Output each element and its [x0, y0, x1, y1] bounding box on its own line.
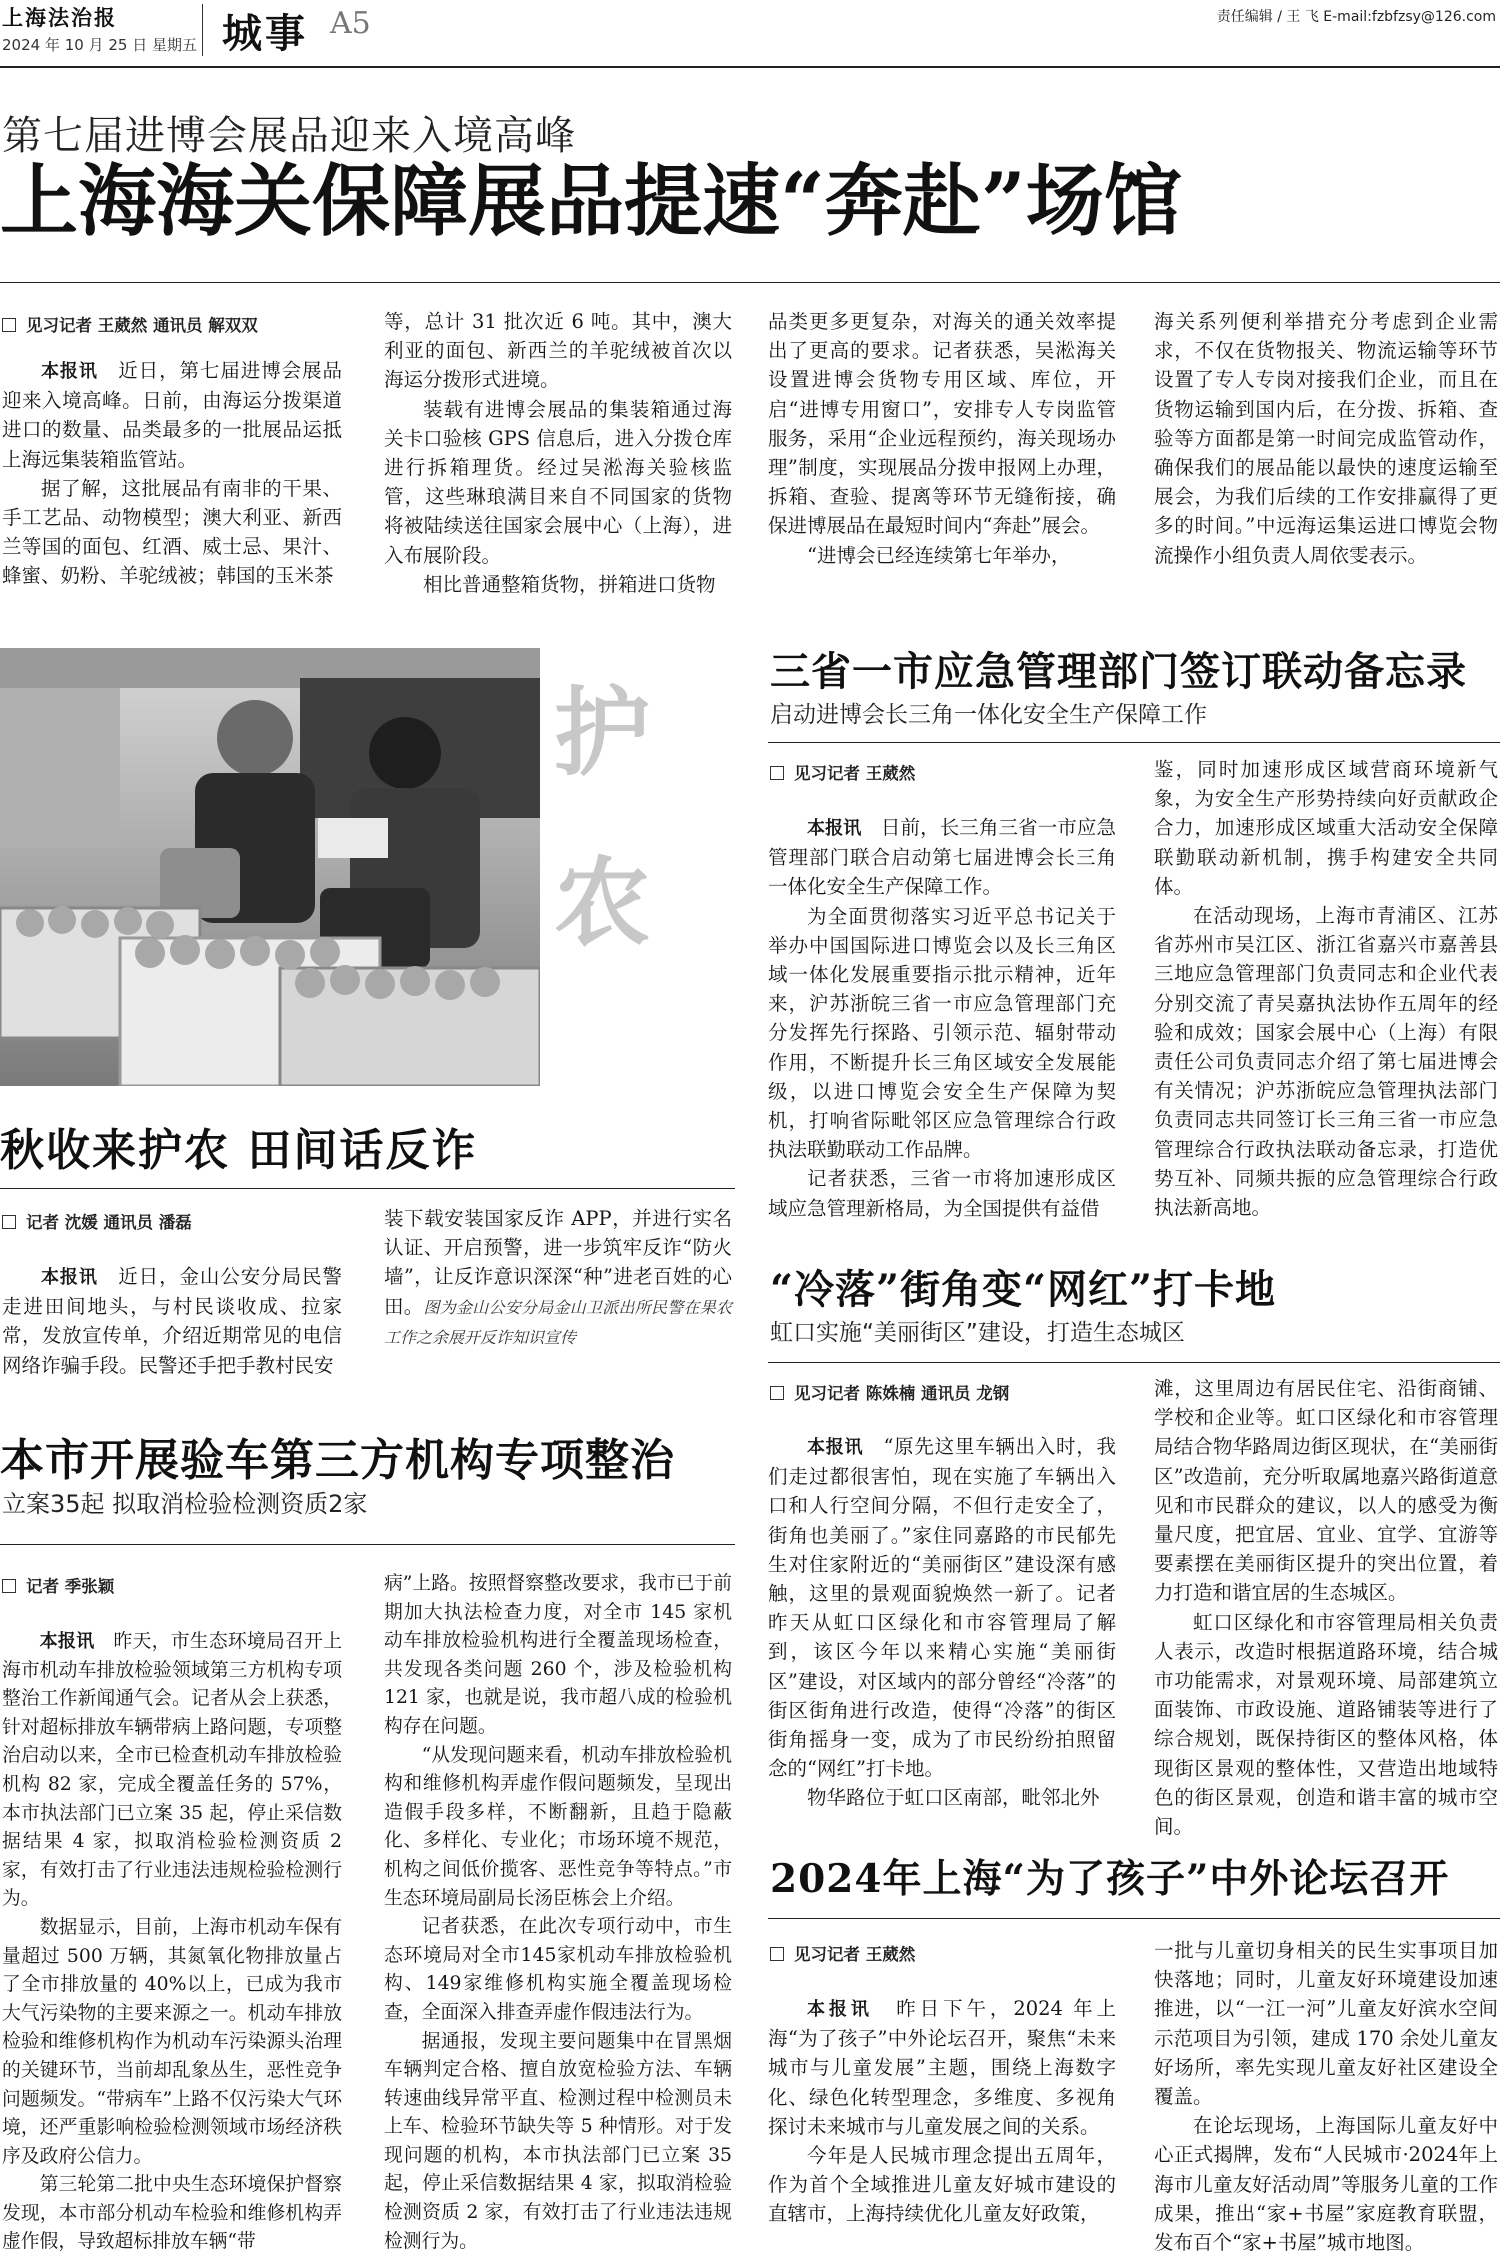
- lead-label: 本报讯: [807, 1999, 873, 2020]
- paragraph: 品类更多更复杂，对海关的通关效率提出了更高的要求。记者获悉，吴淞海关设置进博会货物专用区域、库位，开启“进博专用窗口”，安排专人专岗监管服务，采用“企业远程预约，海关现场办理”制度，实现展品分拨申报网上办理，拆箱、查验、提离等环节无缝衔接，确保进博展品在最短时间内“奔赴”展会。: [768, 310, 1116, 538]
- forum-title: 2024年上海“为了孩子”中外论坛召开: [770, 1856, 1450, 1902]
- paper-name: 上海法治报: [2, 5, 117, 30]
- paragraph: [768, 1994, 1116, 2141]
- lead-col-1: [2, 356, 342, 591]
- paragraph: 在论坛现场，上海国际儿童友好中心正式揭牌，发布“人民城市·2024年上海市儿童友好活动周”等服务儿童的工作成果，推出“家+书屋”家庭教育联盟，发布百个“家+书屋”城市地图。: [1154, 2114, 1498, 2255]
- vehicle-col-2: [384, 1570, 732, 2256]
- date-line: 2024 年 10 月 25 日 星期五: [2, 36, 197, 54]
- byline-box-icon: [2, 1579, 16, 1593]
- vehicle-subtitle: 立案35起 拟取消检验检测资质2家: [2, 1490, 368, 1518]
- masthead-rule: [0, 66, 1500, 68]
- paragraph: 据通报，发现主要问题集中在冒黑烟车辆判定合格、擅自放宽检验方法、车辆转速曲线异常平直、检测过程中检测员未上车、检验环节缺失等 5 种情形。对于发现问题的机构，本市执法部门已立案 35 起，停止采信数据结果 4 家，拟取消检验检测资质 2 家，有效打击了行业违法违规检测行为。: [384, 2030, 732, 2252]
- paragraph: 据了解，这批展品有南非的干果、手工艺品、动物模型；澳大利亚、新西兰等国的面包、红酒、威士忌、果汁、蜂蜜、奶粉、羊驼绒被；韩国的玉米茶: [2, 476, 342, 588]
- photo-col-1: [2, 1262, 342, 1380]
- lead-byline: [2, 312, 258, 336]
- paragraph: 今年是人民城市理念提出五周年，作为首个全域推进儿童友好城市建设的直辖市，上海持续优化儿童友好政策，: [768, 2144, 1116, 2226]
- paragraph: 为全面贯彻落实习近平总书记关于举办中国国际进口博览会以及长三角区域一体化发展重要指示批示精神，近年来，沪苏浙皖三省一市应急管理部门充分发挥先行探路、引领示范、辐射带动作用，不断提升长三角区域安全发展能级，以进口博览会安全生产保障为契机，打响省际毗邻区应急管理综合行政执法联勤联动工作品牌。: [768, 904, 1116, 1162]
- vehicle-col-1: [2, 1628, 342, 2257]
- paragraph: 第三轮第二批中央生态环境保护督察发现，本市部分机动车检验和维修机构弄虚作假，导致超标排放车辆“带: [2, 2174, 342, 2253]
- vehicle-byline: [2, 1573, 114, 1597]
- forum-col-2: [1154, 1936, 1498, 2257]
- photo-byline-text: 记者 沈媛 通讯员 潘磊: [26, 1213, 192, 1232]
- emergency-subtitle: 启动进博会长三角一体化安全生产保障工作: [770, 702, 1207, 728]
- forum-rule: [768, 1918, 1500, 1919]
- lead-rule: [0, 282, 1500, 283]
- paragraph: 装载有进博会展品的集装箱通过海关卡口验核 GPS 信息后，进入分拨仓库进行拆箱理货。经过吴淞海关验核监管，这些琳琅满目来自不同国家的货物将被陆续送往国家会展中心（上海），进入布展阶段。: [384, 397, 732, 567]
- byline-box-icon: [770, 766, 784, 780]
- forum-col-1: [768, 1994, 1116, 2229]
- photo-byline: [2, 1209, 192, 1233]
- street-byline-text: 见习记者 陈姝楠 通讯员 龙钢: [794, 1384, 1010, 1403]
- byline-box-icon: [2, 318, 16, 332]
- photo-overlay-text: 护农: [554, 676, 650, 959]
- street-col-2: [1154, 1374, 1498, 1841]
- photo-story-rule: [0, 1188, 735, 1189]
- editor-line: 责任编辑 / 王 飞 E-mail:fzbfzsy@126.com: [1216, 9, 1496, 25]
- photo-farmers-police: [0, 648, 540, 1086]
- paragraph-text: 昨日下午，2024 年上海“为了孩子”中外论坛召开，聚焦“未来城市与儿童发展”主题，围绕上海数字化、绿色化转型理念，多维度、多视角探讨未来城市与儿童发展之间的关系。: [768, 1997, 1117, 2138]
- lead-title: 上海海关保障展品提速“奔赴”场馆: [0, 156, 1182, 247]
- paragraph: [2, 1262, 342, 1380]
- paragraph-text: 日前，长三角三省一市应急管理部门联合启动第七届进博会长三角一体化安全生产保障工作。: [768, 816, 1116, 899]
- page-number: A5: [330, 6, 371, 41]
- street-col-1: [768, 1432, 1116, 1813]
- paragraph-text: 装下载安装国家反诈 APP，并进行实名认证、开启预警，进一步筑牢反诈“防火墙”，让反诈意识深深“种”进老百姓的心田。: [384, 1207, 732, 1318]
- vehicle-title: 本市开展验车第三方机构专项整治: [0, 1435, 675, 1486]
- paragraph: [2, 356, 342, 474]
- paragraph: 滩，这里周边有居民住宅、沿街商铺、学校和企业等。虹口区绿化和市容管理局结合物华路周边街区现状，在“美丽街区”改造前，充分听取属地嘉兴路街道意见和市民群众的建议，以人的感受为衡量尺度，把宜居、宜业、宜学、宜游等要素摆在美丽街区提升的突出位置，着力打造和谐宜居的生态城区。: [1154, 1377, 1498, 1605]
- photo-col-2: [384, 1204, 732, 1352]
- street-byline: [770, 1380, 1009, 1404]
- byline-box-icon: [2, 1215, 16, 1229]
- paragraph: 等，总计 31 批次近 6 吨。其中，澳大利亚的面包、新西兰的羊驼绒被首次以海运分拨形式进境。: [384, 310, 732, 392]
- paragraph-text: 近日，第七届进博会展品迎来入境高峰。日前，由海运分拨渠道进口的数量、品类最多的一批展品运抵上海远集装箱监管站。: [2, 359, 342, 471]
- paragraph: 鉴，同时加速形成区域营商环境新气象，为安全生产形势持续向好贡献政企合力，加速形成区域重大活动安全保障联勤联动新机制，携手构建安全共同体。: [1154, 758, 1498, 898]
- paragraph: 虹口区绿化和市容管理局相关负责人表示，改造时根据道路环境，结合城市功能需求，对景观环境、局部建筑立面装饰、市政设施、道路铺装等进行了综合规划，既保持街区的整体风格，体现街区景观的整体性，又营造出地域特色的街区景观，创造和谐丰富的城市空间。: [1154, 1610, 1498, 1839]
- street-rule: [768, 1362, 1500, 1363]
- paragraph: 海关系列便利举措充分考虑到企业需求，不仅在货物报关、物流运输等环节设置了专人专岗对接我们企业，而且在货物运输到国内后，在分拨、拆箱、查验等方面都是第一时间完成监管动作，确保我们的展品能以最快的速度运输至展会，为我们后续的工作安排赢得了更多的时间。”中远海运集运进口博览会物流操作小组负责人周依雯表示。: [1154, 310, 1498, 567]
- paragraph: 物华路位于虹口区南部，毗邻北外: [807, 1786, 1100, 1810]
- byline-box-icon: [770, 1947, 784, 1961]
- lead-label: 本报讯: [807, 1437, 864, 1458]
- paragraph: 在活动现场，上海市青浦区、江苏省苏州市吴江区、浙江省嘉兴市嘉善县三地应急管理部门负责同志和企业代表分别交流了青吴嘉执法协作五周年的经验和成效；国家会展中心（上海）有限责任公司负责同志介绍了第七届进博会有关情况；沪苏浙皖应急管理执法部门负责同志共同签订长三角三省一市应急管理综合行政执法联动备忘录，打造优势互补、同频共振的应急管理综合行政执法新高地。: [1154, 904, 1498, 1220]
- paragraph: 一批与儿童切身相关的民生实事项目加快落地；同时，儿童友好环境建设加速推进，以“一江一河”儿童友好滨水空间示范项目为引领，建成 170 余处儿童友好场所，率先实现儿童友好社区建设全覆盖。: [1154, 1939, 1498, 2109]
- photo-caption: 图为金山公安分局金山卫派出所民警在果农工作之余展开反诈知识宣传: [384, 1297, 732, 1347]
- paragraph: [768, 1432, 1116, 1783]
- paragraph: 病”上路。按照督察整改要求，我市已于前期加大执法检查力度，对全市 145 家机动车排放检验机构进行全覆盖现场检查，共发现各类问题 260 个，涉及检验机构 121 家，也就是说，我市超八成的检验机构存在问题。: [384, 1573, 732, 1737]
- byline-box-icon: [770, 1386, 784, 1400]
- paragraph: [768, 813, 1116, 902]
- forum-byline: [770, 1941, 915, 1965]
- emergency-rule: [768, 742, 1500, 743]
- emergency-col-1: [768, 813, 1116, 1223]
- vehicle-rule: [0, 1544, 735, 1545]
- masthead-divider: [202, 4, 203, 56]
- paragraph: 记者获悉，三省一市将加速形成区域应急管理新格局，为全国提供有益借: [768, 1167, 1116, 1220]
- paragraph: [2, 1628, 342, 1914]
- emergency-byline: [770, 760, 915, 784]
- street-subtitle: 虹口实施“美丽街区”建设，打造生态城区: [770, 1320, 1185, 1346]
- emergency-title: 三省一市应急管理部门签订联动备忘录: [770, 648, 1467, 695]
- paragraph: 相比普通整箱货物，拼箱进口货物: [423, 572, 716, 596]
- lead-col-4: [1154, 307, 1498, 570]
- paragraph: “从发现问题来看，机动车排放检验机构和维修机构弄虚作假问题频发，呈现出造假手段多样，不断翻新，且趋于隐蔽化、多样化、专业化；市场环境不规范，机构之间低价揽客、恶性竞争等特点。”市生态环境局副局长汤臣栋会上介绍。: [384, 1744, 732, 1909]
- street-title: “冷落”街角变“网红”打卡地: [770, 1266, 1277, 1313]
- vehicle-byline-text: 记者 季张颖: [26, 1577, 115, 1596]
- emergency-col-2: [1154, 755, 1498, 1222]
- lead-label: 本报讯: [41, 1267, 98, 1288]
- paragraph: 数据显示，目前，上海市机动车保有量超过 500 万辆，其氮氧化物排放量占了全市排放量的 40%以上，已成为我市大气污染物的主要来源之一。机动车排放检验和维修机构作为机动车污染源头治理的关键环节，当前却乱象丛生，恶性竞争问题频发。“带病车”上路不仅污染大气环境，还严重影响检验检测领域市场经济秩序及政府公信力。: [2, 1916, 342, 2167]
- lead-label: 本报讯: [807, 818, 862, 839]
- lead-kicker: 第七届进博会展品迎来入境高峰: [2, 113, 576, 159]
- paragraph: “进博会已经连续第七年举办，: [807, 543, 1071, 567]
- paragraph: [384, 1204, 732, 1352]
- lead-byline-text: 见习记者 王葳然 通讯员 解双双: [26, 316, 258, 335]
- paragraph-text: 近日，金山公安分局民警走进田间地头，与村民谈收成、拉家常，发放宣传单，介绍近期常见的电信网络诈骗手段。民警还手把手教村民安: [2, 1265, 342, 1377]
- paragraph: 记者获悉，在此次专项行动中，市生态环境局对全市145家机动车排放检验机构、149家维修机构实施全覆盖现场检查，全面深入排查弄虚作假违法行为。: [384, 1916, 732, 2023]
- forum-byline-text: 见习记者 王葳然: [794, 1945, 916, 1964]
- lead-col-2: [384, 307, 732, 599]
- paragraph-text: 昨天，市生态环境局召开上海市机动车排放检验领域第三方机构专项整治工作新闻通气会。记者从会上获悉，针对超标排放车辆带病上路问题，专项整治启动以来，全市已检查机动车排放检验机构 82 家，完成全覆盖任务的 57%，本市执法部门已立案 35 起，停止采信数据结果 4 家，拟取消检验检测资质 2 家，有效打击了行业违法违规检验检测行为。: [2, 1631, 343, 1910]
- emergency-byline-text: 见习记者 王葳然: [794, 764, 916, 783]
- lead-label: 本报讯: [41, 361, 98, 382]
- photo-story-title: 秋收来护农 田间话反诈: [0, 1125, 478, 1176]
- lead-col-3: [768, 307, 1116, 570]
- paragraph-text: “原先这里车辆出入时，我们走过都很害怕，现在实施了车辆出入口和人行空间分隔，不但行走安全了，街角也美丽了。”家住同嘉路的市民郁先生对住家附近的“美丽街区”建设深有感触，这里的景观面貌焕然一新了。记者昨天从虹口区绿化和市容管理局了解到，该区今年以来精心实施“美丽街区”建设，对区域内的部分曾经“冷落”的街区街角进行改造，使得“冷落”的街区街角摇身一变，成为了市民纷纷拍照留念的“网红”打卡地。: [768, 1435, 1116, 1781]
- lead-label: 本报讯: [39, 1631, 95, 1652]
- section-name: 城事: [222, 10, 308, 57]
